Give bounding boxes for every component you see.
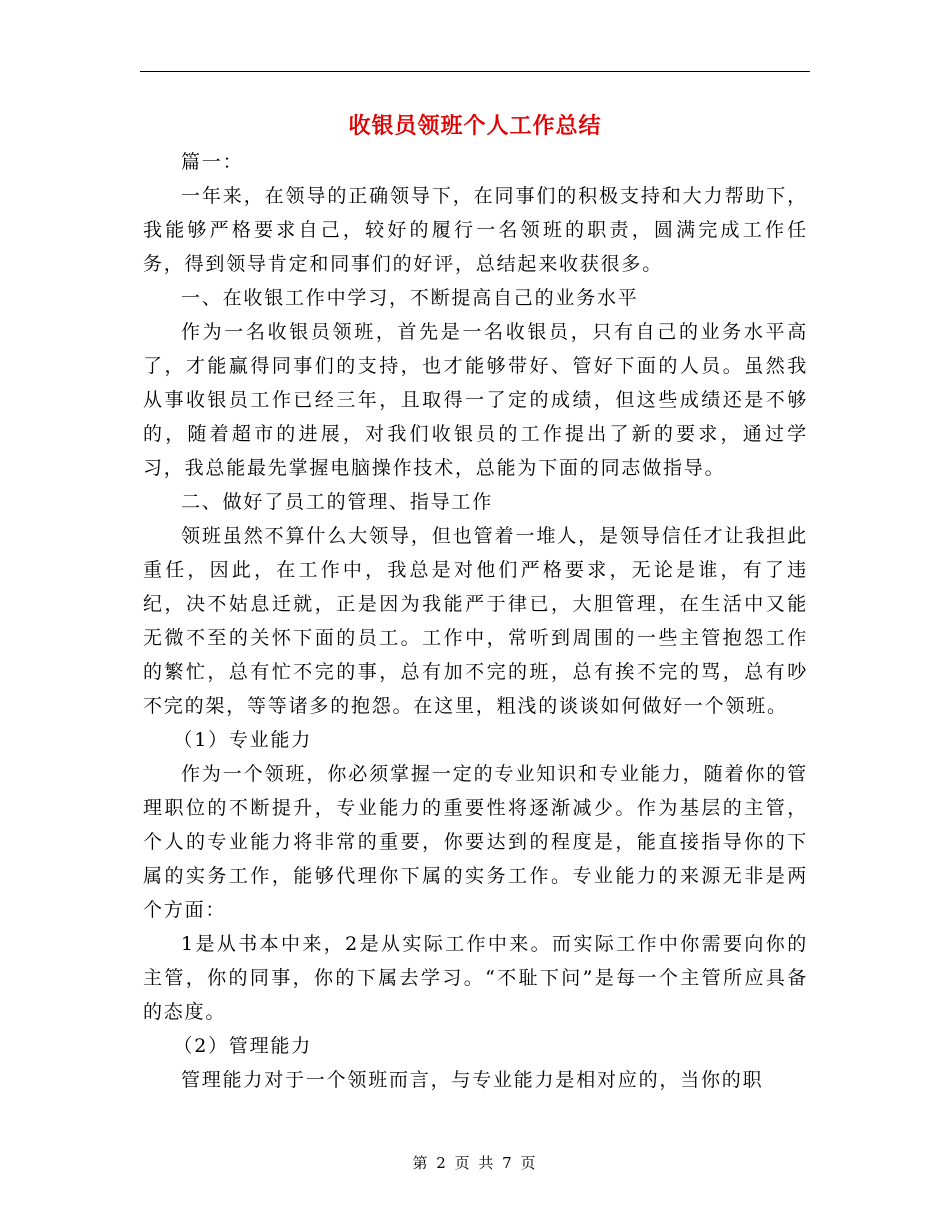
paragraph: 1是从书本中来，2是从实际工作中来。而实际工作中你需要向你的主管，你的同事，你的下属去学习。“不耻下问”是每一个主管所应具备的态度。 <box>143 933 808 1023</box>
document-title: 收银员领班个人工作总结 <box>348 113 602 139</box>
section-label: 篇一： <box>181 151 244 173</box>
subsection-heading: （2）管理能力 <box>173 1035 313 1057</box>
paragraph: 一年来，在领导的正确领导下，在同事们的积极支持和大力帮助下，我能够严格要求自己，较好的履行一名领班的职责，圆满完成工作任务，得到领导肯定和同事们的好评，总结起来收获很多。 <box>143 185 808 275</box>
paragraph: 作为一个领班，你必须掌握一定的专业知识和专业能力，随着你的管理职位的不断提升，专业能力的重要性将逐渐减少。作为基层的主管，个人的专业能力将非常的重要，你要达到的程度是，能直接指导你的下属的实务工作，能够代理你下属的实务工作。专业能力的来源无非是两个方面： <box>143 763 808 921</box>
subsection-heading: （1）专业能力 <box>173 729 313 751</box>
section-heading: 一、在收银工作中学习，不断提高自己的业务水平 <box>181 287 639 309</box>
paragraph: 领班虽然不算什么大领导，但也管着一堆人，是领导信任才让我担此重任，因此，在工作中，我总是对他们严格要求，无论是谁，有了违纪，决不姑息迁就，正是因为我能严于律已，大胆管理，在生活中又能无微不至的关怀下面的员工。工作中，常听到周围的一些主管抱怨工作的繁忙，总有忙不完的事，总有加不完的班，总有挨不完的骂，总有吵不完的架，等等诸多的抱怨。在这里，粗浅的谈谈如何做好一个领班。 <box>143 525 808 717</box>
section-heading: 二、做好了员工的管理、指导工作 <box>181 491 494 513</box>
header-rule <box>140 71 810 72</box>
page-number: 第 2 页 共 7 页 <box>412 1154 538 1172</box>
paragraph: 作为一名收银员领班，首先是一名收银员，只有自己的业务水平高了，才能赢得同事们的支持，也才能够带好、管好下面的人员。虽然我从事收银员工作已经三年，且取得一了定的成绩，但这些成绩还是不够的，随着超市的进展，对我们收银员的工作提出了新的要求，通过学习，我总能最先掌握电脑操作技术，总能为下面的同志做指导。 <box>143 321 808 479</box>
document-body <box>143 145 808 1097</box>
paragraph: 管理能力对于一个领班而言，与专业能力是相对应的，当你的职 <box>181 1069 764 1091</box>
